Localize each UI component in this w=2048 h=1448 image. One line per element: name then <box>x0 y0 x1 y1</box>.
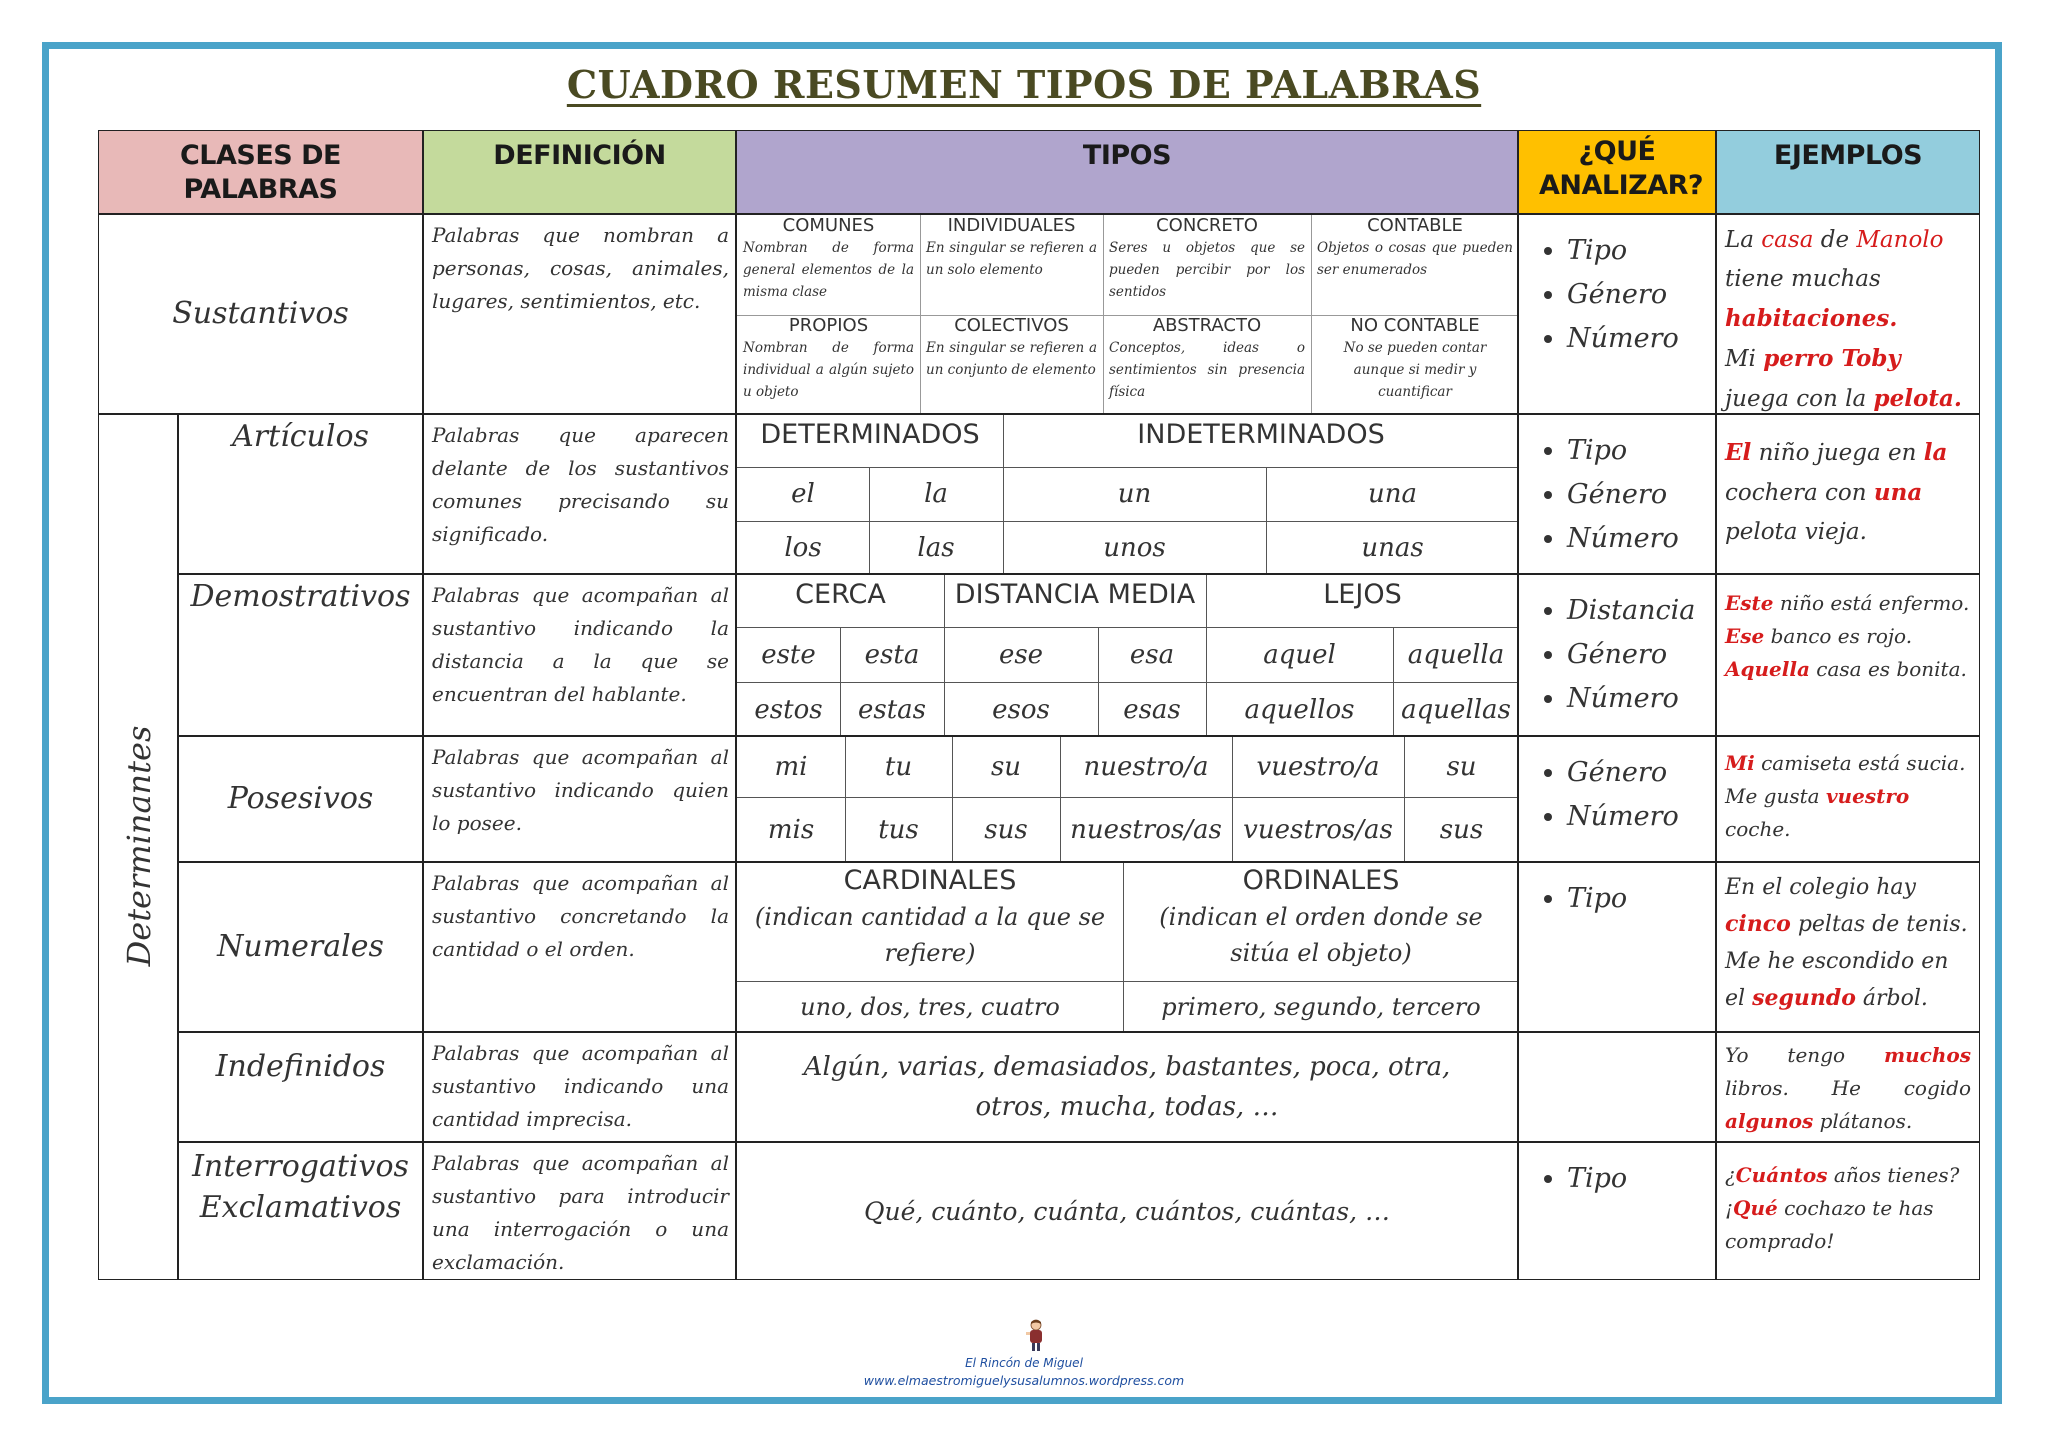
row-demostrativos-ejemplo <box>1716 574 1980 736</box>
determinantes-group <box>98 414 178 1280</box>
teacher-logo-icon <box>1022 1318 1050 1352</box>
type-text: No se pueden contar aunque si medir y cuantificar <box>1343 340 1487 400</box>
tipo-word: tu <box>845 737 953 798</box>
determinantes-label: Determinantes <box>120 725 158 967</box>
row-interrogativos-analizar <box>1518 1142 1716 1280</box>
tipo-word: vuestros/as <box>1232 797 1405 862</box>
ex-highlight: segundo <box>1752 985 1856 1011</box>
row-posesivos-ejemplo <box>1716 736 1980 862</box>
type-heading: NO CONTABLE <box>1350 315 1480 336</box>
header-clases: CLASES DE PALABRAS <box>98 130 423 214</box>
row-articulos-analizar <box>1518 414 1716 574</box>
ex-highlight: la <box>1923 439 1948 466</box>
ex-highlight: Manolo <box>1856 227 1944 253</box>
tipo-word: aquellos <box>1206 682 1394 736</box>
ex-highlight: Mi <box>1725 751 1755 775</box>
row-sustantivos-ejemplo <box>1716 214 1980 414</box>
type-individuales <box>920 215 1104 316</box>
ex-text: libros. He cogido <box>1725 1076 1971 1100</box>
page-title: CUADRO RESUMEN TIPOS DE PALABRAS <box>566 62 1482 107</box>
type-text: Nombran de forma general elementos de la misma clase <box>743 240 914 300</box>
ex-highlight: Ese <box>1725 624 1765 648</box>
ex-text: Mi <box>1725 346 1764 372</box>
type-comunes <box>737 215 921 316</box>
tipo-word: uno, dos, tres, cuatro <box>737 981 1124 1032</box>
ex-text: plátanos. <box>1813 1109 1913 1133</box>
tipo-word: su <box>952 737 1061 798</box>
row-numerales-name: Numerales <box>178 862 423 1032</box>
row-sustantivos-name: Sustantivos <box>98 214 423 414</box>
row-interrogativos-ejemplo <box>1716 1142 1980 1280</box>
footer-url: www.elmaestromiguelysusalumnos.wordpress.com <box>863 1373 1185 1388</box>
type-contable <box>1311 215 1518 316</box>
row-indefinidos-ejemplo <box>1716 1032 1980 1142</box>
row-numerales-ejemplo <box>1716 862 1980 1032</box>
ex-text: Yo tengo <box>1725 1043 1884 1067</box>
analizar-item: • Número <box>1567 517 1715 561</box>
ex-highlight: perro Toby <box>1763 345 1901 372</box>
ex-text: banco es rojo. <box>1764 624 1913 648</box>
header-ejemplos: EJEMPLOS <box>1716 130 1980 214</box>
header-analizar: ¿QUÉ ANALIZAR? <box>1518 130 1716 214</box>
tipo-word: esos <box>944 682 1099 736</box>
row-numerales-analizar <box>1518 862 1716 1032</box>
ex-highlight: El <box>1725 439 1752 466</box>
tipo-word: ese <box>944 627 1099 683</box>
tipo-word: aquella <box>1393 627 1518 683</box>
tipo-word: estos <box>737 682 841 736</box>
type-concreto <box>1103 215 1312 316</box>
tipo-word: esa <box>1098 627 1207 683</box>
tipo-word: mis <box>737 797 846 862</box>
type-heading: PROPIOS <box>788 315 869 336</box>
ex-highlight: muchos <box>1883 1043 1971 1067</box>
row-posesivos-name: Posesivos <box>178 736 423 862</box>
tipo-header: CERCA <box>737 575 945 628</box>
tipo-word: esas <box>1098 682 1207 736</box>
ordinales-cell <box>1123 863 1518 982</box>
analizar-item: • Número <box>1567 677 1715 721</box>
row-interrogativos-name <box>178 1142 423 1280</box>
header-tipos: TIPOS <box>736 130 1518 214</box>
row-demostrativos-analizar <box>1518 574 1716 736</box>
tipo-header: CARDINALES <box>843 865 1017 896</box>
ex-text: niño juega en <box>1751 440 1924 466</box>
row-indefinidos-def: Palabras que acompañan al sustantivo indicando una cantidad imprecisa. <box>423 1032 736 1142</box>
row-articulos-def: Palabras que aparecen delante de los sustantivos comunes precisando su significado. <box>423 414 736 574</box>
analizar-item: • Número <box>1567 795 1715 839</box>
ex-text: árbol. <box>1855 986 1928 1011</box>
ex-text: años tienes? ¡ <box>1725 1163 1960 1220</box>
ex-text: de <box>1813 227 1857 253</box>
tipo-word: esta <box>840 627 945 683</box>
ex-highlight: casa <box>1761 227 1814 253</box>
type-text: En singular se refieren a un solo elemento <box>926 240 1097 278</box>
analizar-item: • Distancia <box>1567 589 1715 633</box>
ex-text: cochazo te has comprado! <box>1725 1196 1934 1253</box>
tipo-word: estas <box>840 682 945 736</box>
type-heading: ABSTRACTO <box>1152 315 1262 336</box>
ex-highlight: habitaciones. <box>1725 305 1898 332</box>
tipo-word: aquel <box>1206 627 1394 683</box>
tipo-word: nuestro/a <box>1060 737 1233 798</box>
ex-text: tiene muchas <box>1725 266 1881 292</box>
row-articulos-tipos <box>736 414 1518 574</box>
tipo-header: DETERMINADOS <box>737 415 1004 468</box>
type-heading: INDIVIDUALES <box>947 215 1076 236</box>
tipo-word: un <box>1003 467 1267 522</box>
tipo-header: LEJOS <box>1206 575 1518 628</box>
ex-text: pelota vieja. <box>1725 519 1867 545</box>
tipo-header: DISTANCIA MEDIA <box>944 575 1207 628</box>
analizar-item: • Género <box>1567 273 1715 317</box>
cardinales-cell <box>737 863 1124 982</box>
ex-highlight: Aquella <box>1725 657 1810 681</box>
row-interrogativos-def: Palabras que acompañan al sustantivo para introducir una interrogación o una exclamación. <box>423 1142 736 1280</box>
ex-text: coche. <box>1725 817 1791 841</box>
row-demostrativos-name: Demostrativos <box>178 574 423 736</box>
row-sustantivos-def: Palabras que nombran a personas, cosas, animales, lugares, sentimientos, etc. <box>423 214 736 414</box>
tipo-word: los <box>737 521 870 574</box>
ex-text: cochera con <box>1725 480 1874 506</box>
tipo-word: su <box>1404 737 1518 798</box>
summary-table <box>98 130 1980 1280</box>
row-numerales-tipos <box>736 862 1518 1032</box>
row-indefinidos-analizar <box>1518 1032 1716 1142</box>
row-sustantivos-tipos <box>736 214 1518 414</box>
row-sustantivos-analizar <box>1518 214 1716 414</box>
type-text: Seres u objetos que se pueden percibir por los sentidos <box>1109 240 1305 300</box>
tipo-word: sus <box>1439 815 1484 845</box>
ex-highlight: Cuántos <box>1735 1163 1828 1187</box>
ex-highlight: Este <box>1725 591 1774 615</box>
row-articulos-ejemplo <box>1716 414 1980 574</box>
name-line: Interrogativos <box>192 1149 409 1184</box>
ex-text: En el colegio hay <box>1725 875 1916 900</box>
tipo-header: INDETERMINADOS <box>1003 415 1518 468</box>
tipo-word: aquellas <box>1401 694 1511 725</box>
tipo-word: unos <box>1003 521 1267 574</box>
tipo-word: una <box>1266 467 1518 522</box>
tipo-header: ORDINALES <box>1242 865 1400 896</box>
header-definicion: DEFINICIÓN <box>423 130 736 214</box>
type-text: Conceptos, ideas o sentimientos sin presencia física <box>1109 340 1305 400</box>
tipo-word: este <box>737 627 841 683</box>
type-text: En singular se refieren a un conjunto de elemento <box>926 340 1097 378</box>
ex-text: casa es bonita. <box>1809 657 1967 681</box>
type-text: Objetos o cosas que pueden ser enumerados <box>1317 240 1513 278</box>
row-interrogativos-tipos: Qué, cuánto, cuánta, cuántos, cuántas, … <box>736 1142 1518 1280</box>
row-numerales-def: Palabras que acompañan al sustantivo concretando la cantidad o el orden. <box>423 862 736 1032</box>
ex-text: peltas de tenis. Me he escondido en el <box>1725 912 1968 1011</box>
ex-highlight: vuestro <box>1825 784 1910 808</box>
type-heading: CONCRETO <box>1156 215 1258 236</box>
tipo-word: nuestros/as <box>1060 797 1233 862</box>
tipo-word: primero, segundo, tercero <box>1161 993 1481 1021</box>
analizar-item: • Número <box>1567 317 1715 361</box>
ex-highlight: pelota. <box>1873 385 1962 412</box>
type-text: Nombran de forma individual a algún sujeto u objeto <box>743 340 914 400</box>
type-heading: CONTABLE <box>1367 215 1463 236</box>
ex-highlight: una <box>1873 479 1923 506</box>
tipo-word: mi <box>737 737 846 798</box>
row-indefinidos-tipos: Algún, varias, demasiados, bastantes, poca, otra, otros, mucha, todas, … <box>736 1032 1518 1142</box>
row-articulos-name: Artículos <box>178 414 423 574</box>
tipo-word: unas <box>1361 533 1424 563</box>
analizar-item: • Tipo <box>1567 429 1715 473</box>
ex-text: camiseta está sucia. Me gusta <box>1725 751 1966 808</box>
row-indefinidos-name: Indefinidos <box>178 1032 423 1142</box>
type-propios <box>737 315 921 414</box>
row-demostrativos-def: Palabras que acompañan al sustantivo indicando la distancia a la que se encuentran del hablante. <box>423 574 736 736</box>
tipo-subtext: (indican cantidad a la que se refiere) <box>754 903 1106 967</box>
row-posesivos-analizar <box>1518 736 1716 862</box>
tipo-word: sus <box>952 797 1061 862</box>
analizar-item: • Tipo <box>1567 1157 1715 1201</box>
tipo-word: las <box>869 521 1004 574</box>
row-posesivos-tipos <box>736 736 1518 862</box>
tipo-word: vuestro/a <box>1232 737 1405 798</box>
ex-text: niño está enfermo. <box>1773 591 1970 615</box>
ex-text: juega con la <box>1725 386 1874 412</box>
ex-text: La <box>1725 227 1762 253</box>
name-line: Exclamativos <box>199 1189 402 1225</box>
type-colectivos <box>920 315 1104 414</box>
tipo-word: la <box>869 467 1004 522</box>
ex-highlight: cinco <box>1725 911 1791 937</box>
analizar-item: • Tipo <box>1567 229 1715 273</box>
footer-name: El Rincón de Miguel <box>965 1356 1083 1370</box>
ex-highlight: Qué <box>1733 1196 1778 1220</box>
ex-highlight: algunos <box>1725 1109 1814 1133</box>
analizar-item: • Género <box>1567 473 1715 517</box>
row-demostrativos-tipos <box>736 574 1518 736</box>
type-no-contable <box>1311 315 1518 414</box>
tipo-word: el <box>737 467 870 522</box>
type-abstracto <box>1103 315 1312 414</box>
analizar-item: • Tipo <box>1567 877 1715 921</box>
type-heading: COMUNES <box>782 215 875 236</box>
tipo-subtext: (indican el orden donde se sitúa el objeto) <box>1159 903 1483 967</box>
analizar-item: • Género <box>1567 633 1715 677</box>
ex-text: ¿ <box>1725 1163 1736 1187</box>
row-posesivos-def: Palabras que acompañan al sustantivo indicando quien lo posee. <box>423 736 736 862</box>
tipo-word: tus <box>845 797 953 862</box>
type-heading: COLECTIVOS <box>954 315 1069 336</box>
analizar-item: • Género <box>1567 751 1715 795</box>
